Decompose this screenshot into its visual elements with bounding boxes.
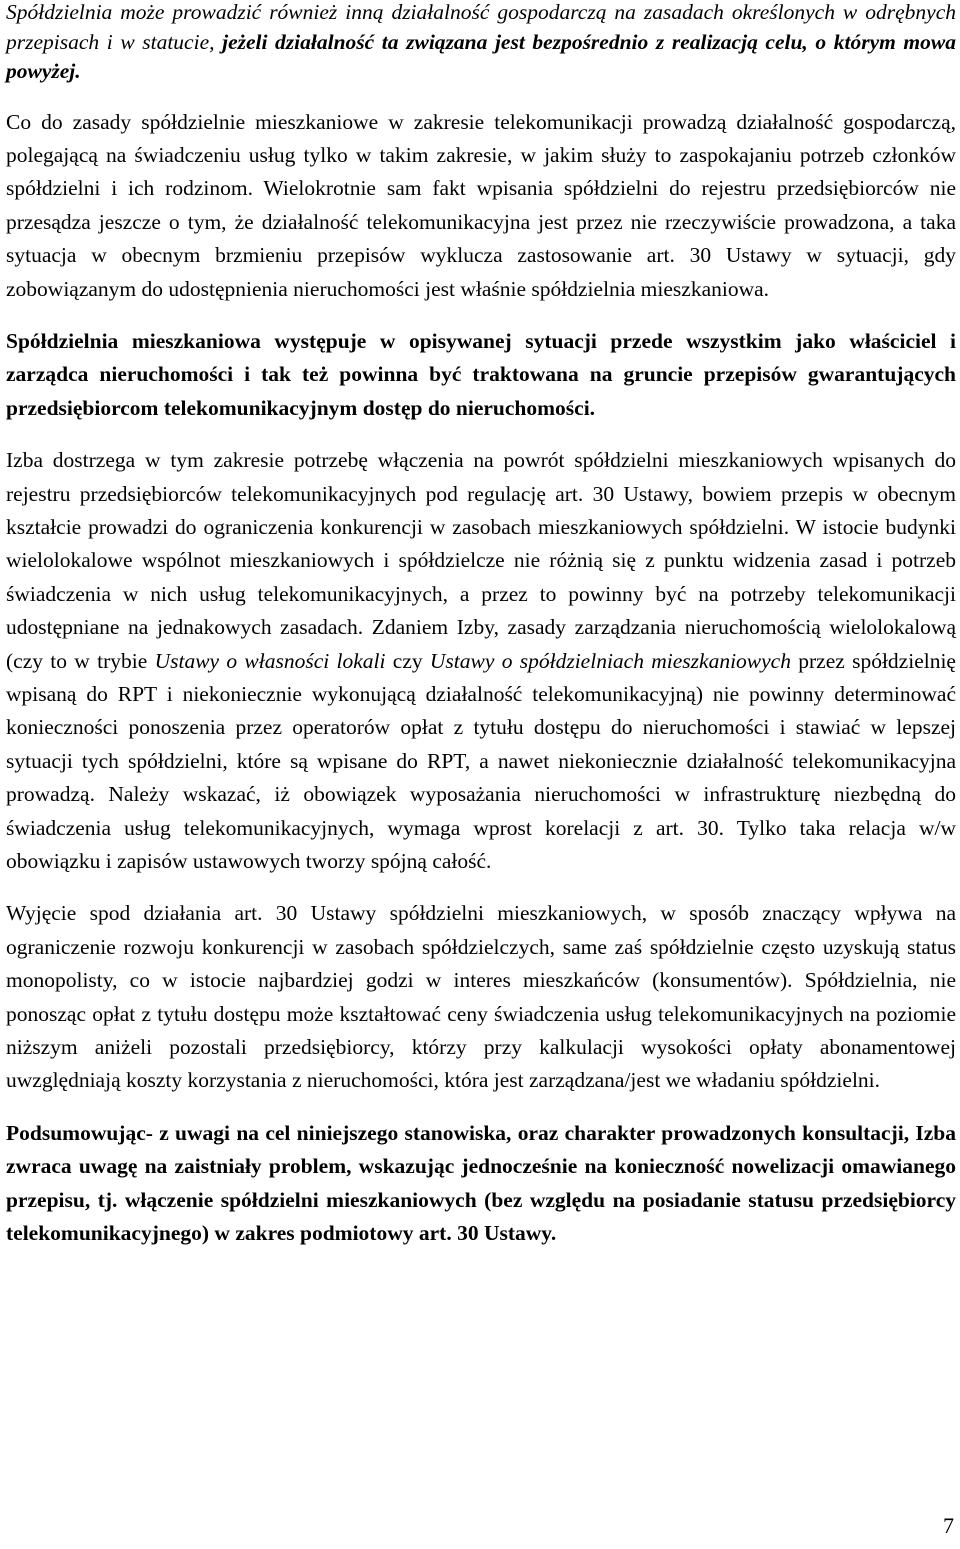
paragraph-chamber-position <box>6 444 956 878</box>
document-page <box>6 0 956 1270</box>
page-number: 7 <box>943 1513 954 1538</box>
paragraph-intro-text: Spółdzielnia może prowadzić również inną działalność gospodarczą na zasadach określonych w odrębnych przepisach i w statucie, <box>6 0 956 54</box>
paragraph-text-part: Izba dostrzega w tym zakresie potrzebę włączenia na powrót spółdzielni mieszkaniowych wpisanych do rejestru przedsiębiorców telekomunikacyjnych pod regulację art. 30 Ustawy, bowiem przepis w obecnym kształcie prowadzi do ograniczenia konkurencji w zasobach mieszkaniowych spółdzielni. W istocie budynki wielolokalowe wspólnot mieszkaniowych i spółdzielcze nie różnią się z punktu widzenia zasad i potrzeb świadczenia w nich usług telekomunikacyjnych, a przez to powinny być na potrzeby telekomunikacji udostępniane na jednakowych zasadach. Zdaniem Izby, zasady zarządzania nieruchomością wielolokalową (czy to w trybie <box>6 448 956 673</box>
paragraph-text-part: czy <box>385 648 430 673</box>
italic-act-title: Ustawy o własności lokali <box>154 648 386 673</box>
paragraph-telecom-scope: Co do zasady spółdzielnie mieszkaniowe w zakresie telekomunikacji prowadzą działalność gospodarczą, polegającą na świadczeniu usług tylko w takim zakresie, w jakim służy to zaspokajaniu potrzeb członków spółdzielni i ich rodzinom. Wielokrotnie sam fakt wpisania spółdzielni do rejestru przedsiębiorców nie przesądza jeszcze o tym, że działalność telekomunikacyjna jest przez nie rzeczywiście prowadzona, a taka sytuacja w obecnym brzmieniu przepisów wyklucza zastosowanie art. 30 Ustawy w sytuacji, gdy zobowiązanym do udostępnienia nieruchomości jest właśnie spółdzielnia mieszkaniowa. <box>6 109 956 301</box>
paragraph-owner-and-manager: Spółdzielnia mieszkaniowa występuje w opisywanej sytuacji przede wszystkim jako właściciel i zarządca nieruchomości i tak też powinna być traktowana na gruncie przepisów gwarantujących przedsiębiorcom telekomunikacyjnym dostęp do nieruchomości. <box>6 328 956 420</box>
paragraph-cooperative-activity <box>6 0 956 87</box>
paragraph-competition-effect: Wyjęcie spod działania art. 30 Ustawy spółdzielni mieszkaniowych, w sposób znaczący wpływa na ograniczenie rozwoju konkurencji w zasobach spółdzielczych, same zaś spółdzielnie często uzyskują status monopolisty, co w istocie najbardziej godzi w interes mieszkańców (konsumentów). Spółdzielnia, nie ponosząc opłat z tytułu dostępu może kształtować ceny świadczenia usług telekomunikacyjnych na poziomie niższym aniżeli pozostali przedsiębiorcy, którzy przy kalkulacji wysokości opłaty abonamentowej uwzględniają koszty korzystania z nieruchomości, która jest zarządzana/jest we władaniu spółdzielni. <box>6 901 956 1093</box>
italic-act-title: Ustawy o spółdzielniach mieszkaniowych <box>429 648 791 673</box>
paragraph-summary: Podsumowując- z uwagi na cel niniejszego stanowiska, oraz charakter prowadzonych konsultacji, Izba zwraca uwagę na zaistniały problem, wskazując jednocześnie na konieczność nowelizacji omawianego przepisu, tj. włączenie spółdzielni mieszkaniowych (bez względu na posiadanie statusu przedsiębiorcy telekomunikacyjnego) w zakres podmiotowy art. 30 Ustawy. <box>6 1120 956 1246</box>
paragraph-emphasis-text: jeżeli działalność ta związana jest bezpośrednio z realizacją celu, o którym mowa powyżej. <box>6 29 956 83</box>
paragraph-text-part: przez spółdzielnię wpisaną do RPT i niekoniecznie wykonującą działalność telekomunikacyjną) nie powinny determinować konieczności ponoszenia przez operatorów opłat z tytułu dostępu do nieruchomości i stawiać w lepszej sytuacji tych spółdzielni, które są wpisane do RPT, a nawet niekoniecznie działalność telekomunikacyjna prowadzą. Należy wskazać, iż obowiązek wyposażania nieruchomości w infrastrukturę niezbędną do świadczenia usług telekomunikacyjnych, wymaga wprost korelacji z art. 30. Tylko taka relacja w/w obowiązku i zapisów ustawowych tworzy spójną całość. <box>6 648 956 874</box>
